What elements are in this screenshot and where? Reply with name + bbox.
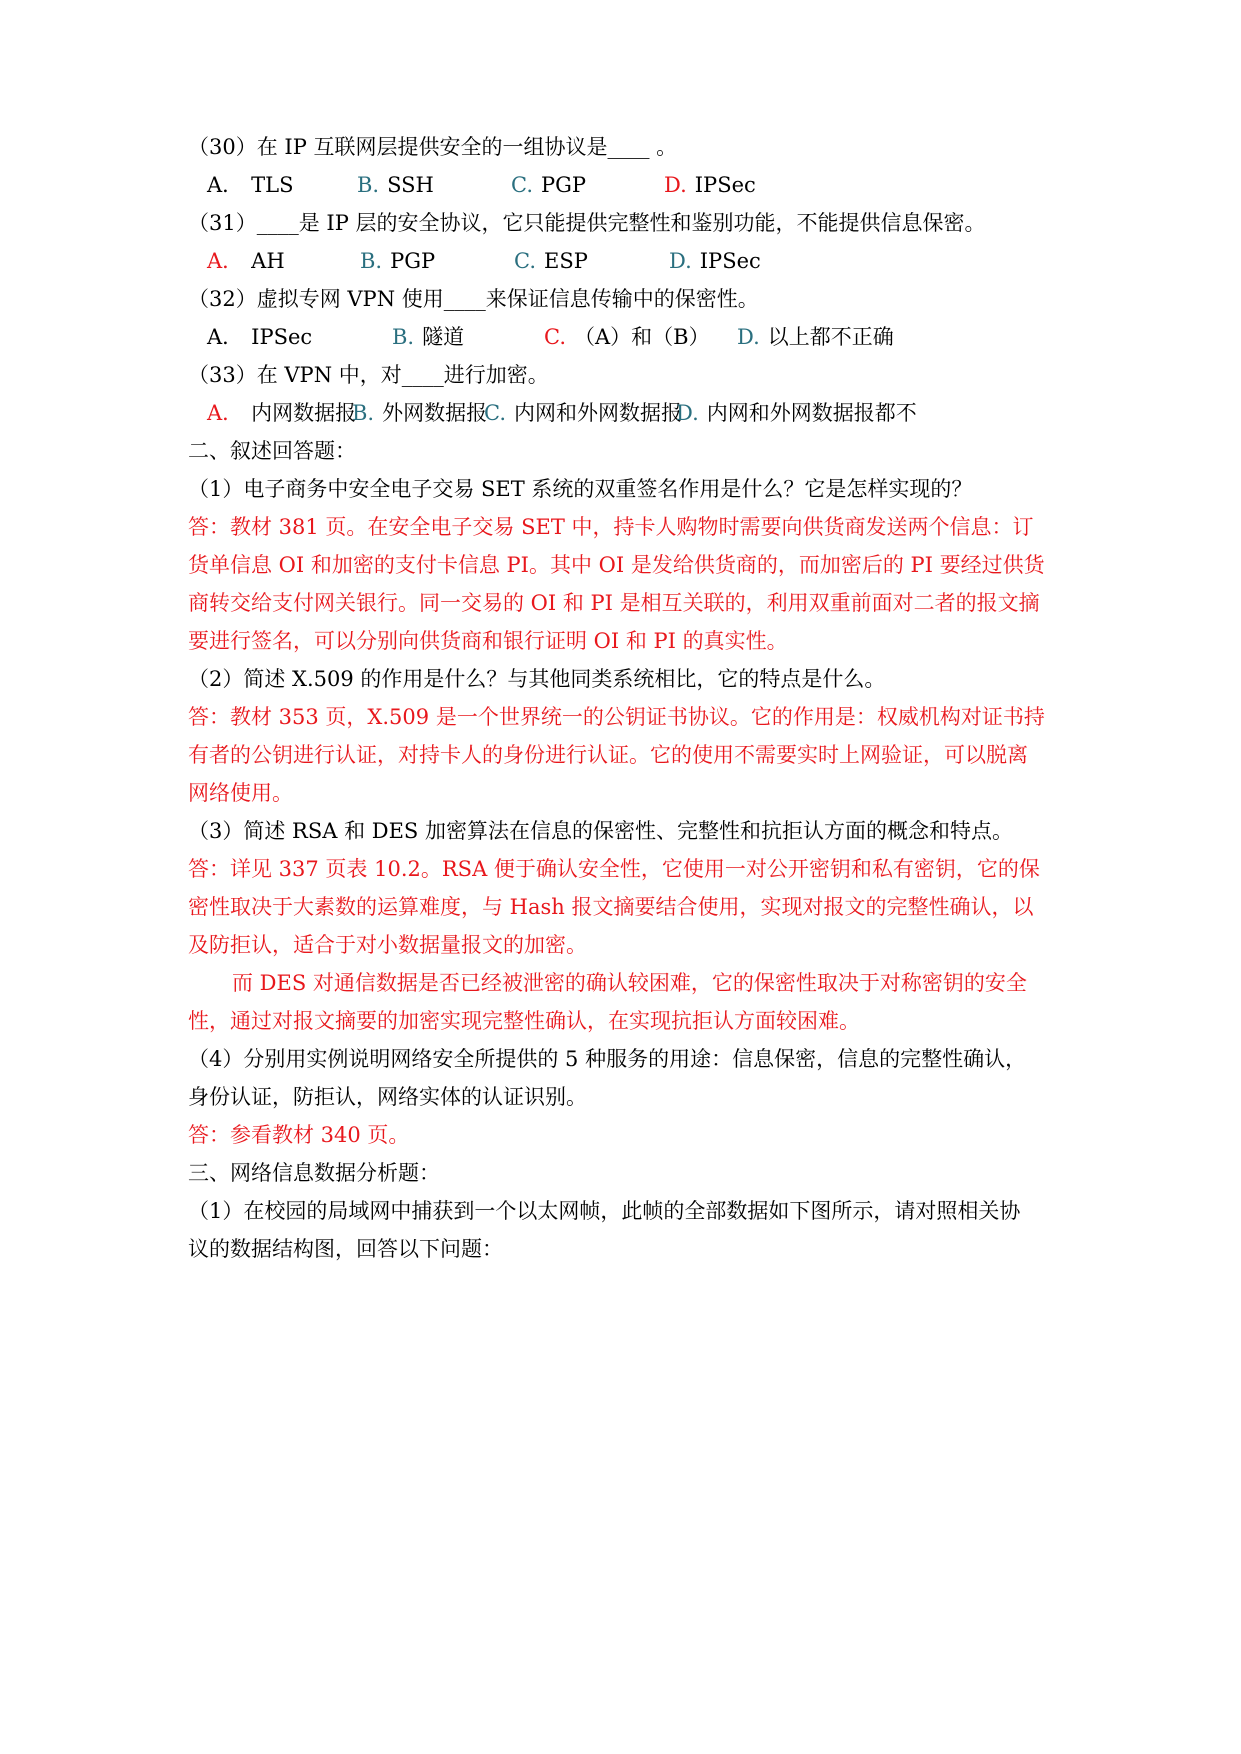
q30-option-c: C. PGP bbox=[511, 173, 587, 197]
section-2-heading: 二、叙述回答题： bbox=[188, 439, 356, 463]
section-2-answer-2-line: 网络使用。 bbox=[188, 781, 293, 805]
q33-option-b: B. 外网数据报 bbox=[352, 401, 488, 425]
section-2-answer-1-line: 要进行签名，可以分别向供货商和银行证明 OI 和 PI 的真实性。 bbox=[188, 629, 788, 653]
section-2-answer-3-line: 密性取决于大素数的运算难度，与 Hash 报文摘要结合使用，实现对报文的完整性确认，以 bbox=[188, 895, 1034, 919]
section-3-question-1: （1）在校园的局域网中捕获到一个以太网帧，此帧的全部数据如下图所示，请对照相关协 bbox=[188, 1199, 1021, 1223]
section-3-question-1: 议的数据结构图，回答以下问题： bbox=[188, 1237, 503, 1261]
q31-option-a: A． AH bbox=[207, 249, 285, 273]
section-2-question-3: （3）简述 RSA 和 DES 加密算法在信息的保密性、完整性和抗拒认方面的概念和特点。 bbox=[188, 819, 1013, 843]
section-2-question-1: （1）电子商务中安全电子交易 SET 系统的双重签名作用是什么？它是怎样实现的？ bbox=[188, 477, 973, 501]
section-2-answer-1-line: 商转交给支付网关银行。同一交易的 OI 和 PI 是相互关联的，利用双重前面对二者的报文摘 bbox=[188, 591, 1040, 615]
section-3-heading: 三、网络信息数据分析题： bbox=[188, 1161, 440, 1185]
q32-option-a: A． IPSec bbox=[207, 325, 313, 349]
q33-option-a: A． 内网数据报 bbox=[207, 401, 357, 425]
section-2-question-2: （2）简述 X.509 的作用是什么？与其他同类系统相比，它的特点是什么。 bbox=[188, 667, 886, 691]
q33-option-c: C. 内网和外网数据报 bbox=[484, 401, 682, 425]
section-2-question-4: 身份认证，防拒认，网络实体的认证识别。 bbox=[188, 1085, 587, 1109]
q32-option-b: B. 隧道 bbox=[392, 325, 465, 349]
question-31-stem: （31）____是 IP 层的安全协议，它只能提供完整性和鉴别功能，不能提供信息保密。 bbox=[188, 211, 986, 235]
q31-option-b: B. PGP bbox=[360, 249, 436, 273]
section-2-question-4: （4）分别用实例说明网络安全所提供的 5 种服务的用途：信息保密，信息的完整性确认， bbox=[188, 1047, 1027, 1071]
q32-option-d: D. 以上都不正确 bbox=[737, 325, 894, 349]
section-2-answer-2-line: 有者的公钥进行认证，对持卡人的身份进行认证。它的使用不需要实时上网验证，可以脱离 bbox=[188, 743, 1028, 767]
question-33-stem: （33）在 VPN 中，对____进行加密。 bbox=[188, 363, 549, 387]
question-32-stem: （32）虚拟专网 VPN 使用____来保证信息传输中的保密性。 bbox=[188, 287, 759, 311]
q33-option-d: D. 内网和外网数据报都不 bbox=[676, 401, 917, 425]
q31-option-d: D. IPSec bbox=[669, 249, 761, 273]
q32-option-c: C. （A）和（B） bbox=[544, 325, 710, 349]
section-2-answer-1-line: 货单信息 OI 和加密的支付卡信息 PI。其中 OI 是发给供货商的，而加密后的 PI 要经过供货 bbox=[188, 553, 1045, 577]
q31-option-c: C. ESP bbox=[514, 249, 588, 273]
question-30-stem: （30）在 IP 互联网层提供安全的一组协议是____ 。 bbox=[188, 135, 678, 159]
section-2-answer-3-line: 答：详见 337 页表 10.2。RSA 便于确认安全性，它使用一对公开密钥和私有密钥，它的保 bbox=[188, 857, 1040, 881]
section-2-answer-1-line: 答：教材 381 页。在安全电子交易 SET 中，持卡人购物时需要向供货商发送两个信息：订 bbox=[188, 515, 1034, 539]
q30-option-a: A． TLS bbox=[207, 173, 294, 197]
section-2-answer-4: 答：参看教材 340 页。 bbox=[188, 1123, 410, 1147]
section-2-answer-3-paragraph-2: 而 DES 对通信数据是否已经被泄密的确认较困难，它的保密性取决于对称密钥的安全 bbox=[232, 971, 1027, 995]
section-2-answer-3-paragraph-2: 性，通过对报文摘要的加密实现完整性确认，在实现抗拒认方面较困难。 bbox=[188, 1009, 860, 1033]
section-2-answer-3-line: 及防拒认，适合于对小数据量报文的加密。 bbox=[188, 933, 587, 957]
q30-option-b: B. SSH bbox=[357, 173, 434, 197]
section-2-answer-2-line: 答：教材 353 页，X.509 是一个世界统一的公钥证书协议。它的作用是：权威机构对证书持 bbox=[188, 705, 1045, 729]
q30-option-d: D. IPSec bbox=[664, 173, 756, 197]
